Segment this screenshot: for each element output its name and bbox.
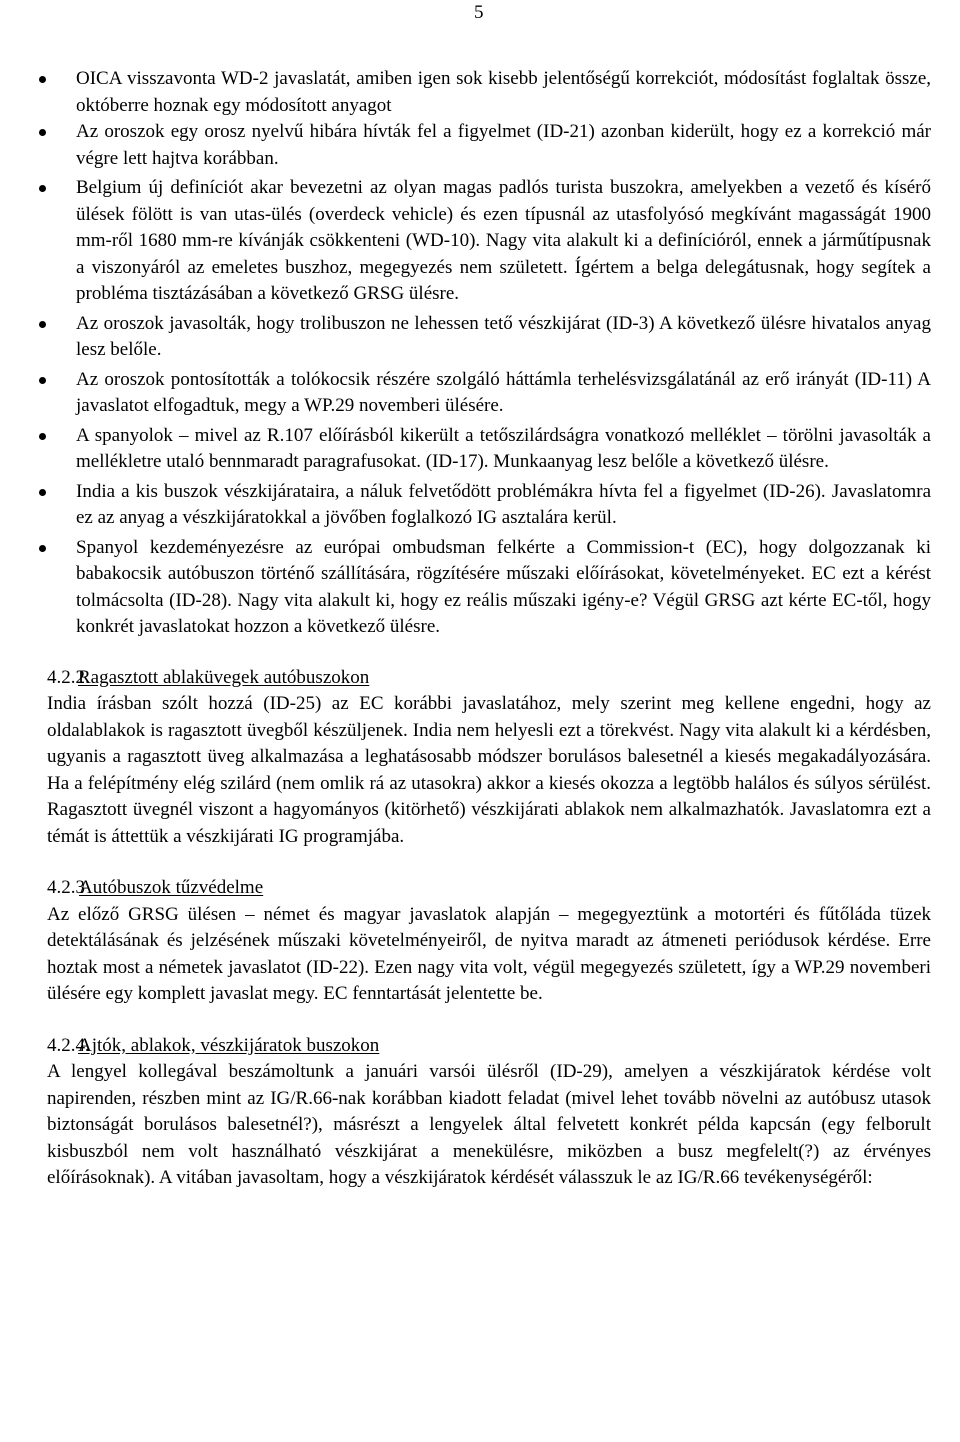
list-item: [0, 367, 960, 420]
section-number: 4.2.2.: [47, 666, 90, 688]
bullet-icon: [39, 377, 46, 384]
bullet-icon: [39, 129, 46, 136]
bullet-icon: [39, 185, 46, 192]
list-item-text: Az oroszok pontosították a tolókocsik részére szolgáló háttámla terhelésvizsgálatánál az erő irányát (ID-11) A javaslatot elfogadtuk, megy a WP.29 novemberi ülésére.: [76, 368, 931, 416]
section-number: 4.2.3: [47, 877, 85, 898]
list-item-text: Az oroszok egy orosz nyelvű hibára hívták fel a figyelmet (ID-21) azonban kiderült, hogy ez a korrekció már végre lett hajtva korábban.: [76, 121, 931, 169]
list-item: [0, 175, 960, 308]
list-item: [0, 311, 960, 364]
document-body: [0, 66, 960, 1192]
section-heading: [47, 875, 931, 902]
list-item-text: Spanyol kezdeményezésre az európai ombudsman felkérte a Commission-t (EC), hogy dolgozzanak ki babakocsik autóbuszon történő szállítására, rögzítésére műszaki előírásokat, követelményeket. EC ezt a kérést tolmácsolta (ID-28). Nagy vita alakult ki, hogy ez reális műszaki igény-e? Végül GRSG azt kérte EC-től, hogy konkrét javaslatokat hozzon a következő ülésre.: [76, 536, 931, 637]
list-item: [0, 119, 960, 172]
section-title: Ajtók, ablakok, vészkijáratok buszokon: [78, 1034, 380, 1056]
section-body: India írásban szólt hozzá (ID-25) az EC korábbi javaslatához, mely szerint meg kellene engedni, hogy az oldalablakok is ragasztott üvegből készüljenek. India nem helyesli ezt a törekvést. Nagy vita alakult ki a kérdésben, ugyanis a ragasztott üveg alkalmazása a leghatásosabb módszer borulásos balesetnél a kiesés megakadályozására. Ha a felépítmény elég szilárd (nem omlik rá az utasokra) akkor a kiesés okozza a legtöbb halálos és súlyos sérülést. Ragasztott üvegnél viszont a hagyományos (kitörhető) vészkijárati ablakok nem alkalmazhatók. Javaslatomra ezt a témát is áttettük a vészkijárati IG programjába.: [47, 693, 931, 847]
bullet-icon: [39, 433, 46, 440]
section-4-2-3: [0, 875, 960, 1008]
section-4-2-2: [0, 665, 960, 851]
section-4-2-4: [0, 1033, 960, 1192]
list-item-text: Belgium új definíciót akar bevezetni az olyan magas padlós turista buszokra, amelyekben a vezető és kísérő ülések fölött is van utas-ülés (overdeck vehicle) és ezen típusnál az utasfolyósó megkívánt magasságát 1900 mm-ről 1680 mm-re kívánják csökkenteni (WD-10). Nagy vita alakult ki a definícióról, ennek a járműtípusnak a viszonyáról az emeletes buszhoz, megegyezés nem született. Ígértem a belga delegátusnak, hogy segítek a probléma tisztázásában a következő GRSG ülésre.: [76, 177, 931, 304]
section-body: A lengyel kollegával beszámoltunk a januári varsói ülésről (ID-29), amelyen a vészkijáratok kérdése volt napirenden, részben mint az IG/R.66-nak korábban kiadott feladat (mivel lehet tovább növelni az autóbusz utasok biztonságát borulásos balesetnél?), másrészt a lengyelek által felvetett konkrét példa kapcsán (egy felborult kisbuszból nem volt használható vészkijárat a menekülésre, miközben a busz megfelelt(?) az érvényes előírásoknak). A vitában javasoltam, hogy a vészkijáratok kérdését válasszuk le az IG/R.66 tevékenységéről:: [47, 1061, 931, 1188]
list-item: [0, 423, 960, 476]
section-title: Ragasztott ablaküvegek autóbuszokon: [78, 666, 370, 688]
list-item-text: Az oroszok javasolták, hogy trolibuszon ne lehessen tető vészkijárat (ID-3) A következő ülésre hivatalos anyag lesz belőle.: [76, 312, 931, 360]
bullet-icon: [39, 76, 46, 83]
list-item-text: OICA visszavonta WD-2 javaslatát, amiben igen sok kisebb jelentőségű korrekciót, módosítást foglaltak össze, októberre hoznak egy módosított anyagot: [76, 68, 931, 116]
section-body: Az előző GRSG ülésen – német és magyar javaslatok alapján – megegyeztünk a motortéri és fűtőláda tüzek detektálásának és jelzésének műszaki követelményeiről, de nyitva maradt az átmeneti periódusok kérdése. Erre hoztak most a németek javaslatot (ID-22). Ezen nagy vita volt, végül megegyezés született, így a WP.29 novemberi ülésére egy komplett javaslat megy. EC fenntartását jelentette be.: [47, 903, 931, 1004]
bullet-icon: [39, 321, 46, 328]
section-title: Autóbuszok tűzvédelme: [79, 877, 264, 898]
page-number: 5: [474, 2, 484, 23]
list-item: [0, 66, 960, 119]
list-item-text: A spanyolok – mivel az R.107 előírásból kikerült a tetőszilárdságra vonatkozó melléklet – törölni javasolták a mellékletre utaló bennmaradt paragrafusokat. (ID-17). Munkaanyag lesz belőle a következő ülésre.: [76, 424, 931, 472]
bullet-icon: [39, 489, 46, 496]
bullet-list: [0, 66, 960, 641]
list-item: [0, 535, 960, 641]
section-heading: [47, 665, 931, 692]
bullet-icon: [39, 545, 46, 552]
section-heading: [47, 1033, 931, 1060]
section-number: 4.2.4.: [47, 1034, 90, 1056]
list-item-text: India a kis buszok vészkijárataira, a náluk felvetődött problémákra hívta fel a figyelmet (ID-26). Javaslatomra ez az anyag a vészkijáratokkal a jövőben foglalkozó IG asztalára kerül.: [76, 480, 931, 528]
list-item: [0, 479, 960, 532]
